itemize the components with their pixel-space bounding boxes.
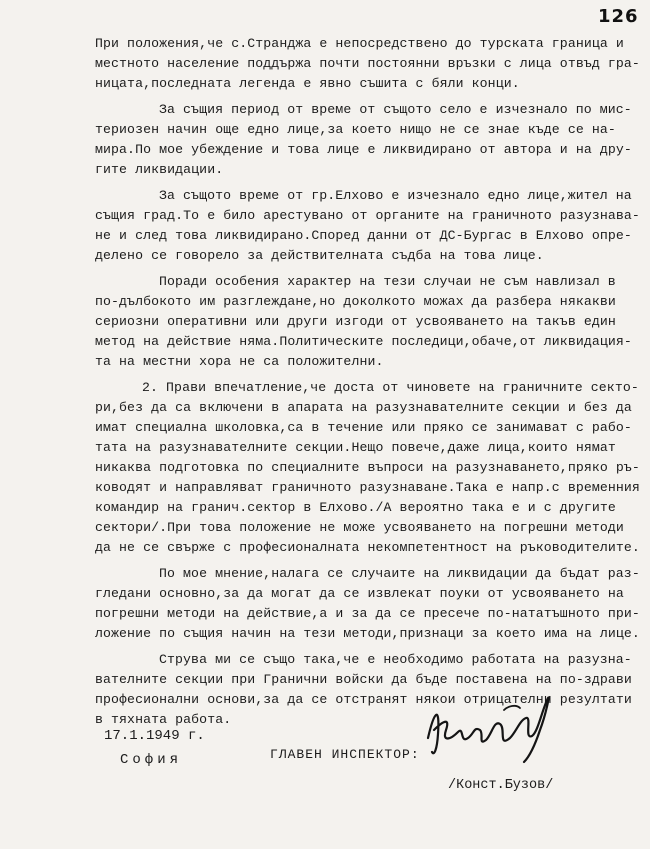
text-line: сектори/.При това положение не може усвояването на погрешни методи [95,520,624,535]
document-city: София [120,752,183,768]
text-line: не и след това ликвидирано.Според данни от ДС-Бургас в Елхово опре- [95,228,632,243]
text-line: та на местни хора не са положителни. [95,354,384,369]
text-line: Поради особения характер на тези случаи не съм навлизал в [159,274,616,289]
text-line: ри,без да са включени в апарата на разузнавателните секции и без да [95,400,632,415]
text-line: метод на действие няма.Политическите последици,обаче,от ликвидация- [95,334,632,349]
text-line: по-дълбокото им разглеждане,но доколкото можах да разбера някакви [95,294,616,309]
signer-name: /Конст.Бузов/ [448,778,554,793]
text-line: мира.По мое убеждение и това лице е ликвидирано от автора и на дру- [95,142,632,157]
text-line: За същото време от гр.Елхово е изчезнало едно лице,жител на [159,188,632,203]
text-line: вателните секции при Гранични войски да бъде поставена на по-здрави [95,672,632,687]
text-line: никаква подготовка по специалните въпроси на разузнаването,пряко ръ- [95,460,640,475]
text-line: делено се говорело за действителната съдба на това лице. [95,248,544,263]
text-line: командир на гранич.сектор в Елхово./А вероятно така е и с другите [95,500,616,515]
text-line: ководят и направляват граничното разузнаване.Така е напр.с временния [95,480,640,495]
text-line: При положения,че с.Странджа е непосредствено до турската граница и [95,36,624,51]
page-number: 126 [598,6,639,27]
text-line: професионални основи,за да се отстранят някои отрицателни резултати [95,692,632,707]
text-line: в тяхната работа. [95,712,232,727]
text-line: местното население поддържа почти постоянни връзки с лица отвъд гра- [95,56,640,71]
text-line: ницата,последната легенда е явно съшита с бяли конци. [95,76,520,91]
document-date: 17.1.1949 г. [104,728,205,744]
text-line: Струва ми се също така,че е необходимо работата на разузна- [159,652,632,667]
text-line: По мое мнение,налага се случаите на ликвидации да бъдат раз- [159,566,640,581]
text-line: същия град.То е било арестувано от органите на граничното разузнава- [95,208,640,223]
text-line: погрешни методи на действие,а и за да се пресече по-нататъшното при- [95,606,640,621]
text-line: гите ликвидации. [95,162,224,177]
text-line: 2. Прави впечатление,че доста от чиновете на граничните секто- [142,380,639,395]
text-line: За същия период от време от същото село е изчезнало по мис- [159,102,632,117]
text-line: гледани основно,за да могат да се извлекат поуки от усвояването на [95,586,624,601]
text-line: имат специална школовка,са в течение или пряко се занимават с рабо- [95,420,632,435]
text-line: да не се свърже с професионалната некомпетентност на ръководителите. [95,540,640,555]
text-line: сериозни оперативни или други изгоди от усвояването на такъв един [95,314,616,329]
text-line: териозен начин още едно лице,за което нищо не се знае къде се на- [95,122,616,137]
handwritten-signature [420,690,560,770]
text-line: ложение по същия начин на тези методи,признаци за което има на лице. [95,626,640,641]
text-line: тата на разузнавателните секции.Нещо повече,даже лица,които нямат [95,440,616,455]
inspector-title: ГЛАВЕН ИНСПЕКТОР: [270,747,420,762]
